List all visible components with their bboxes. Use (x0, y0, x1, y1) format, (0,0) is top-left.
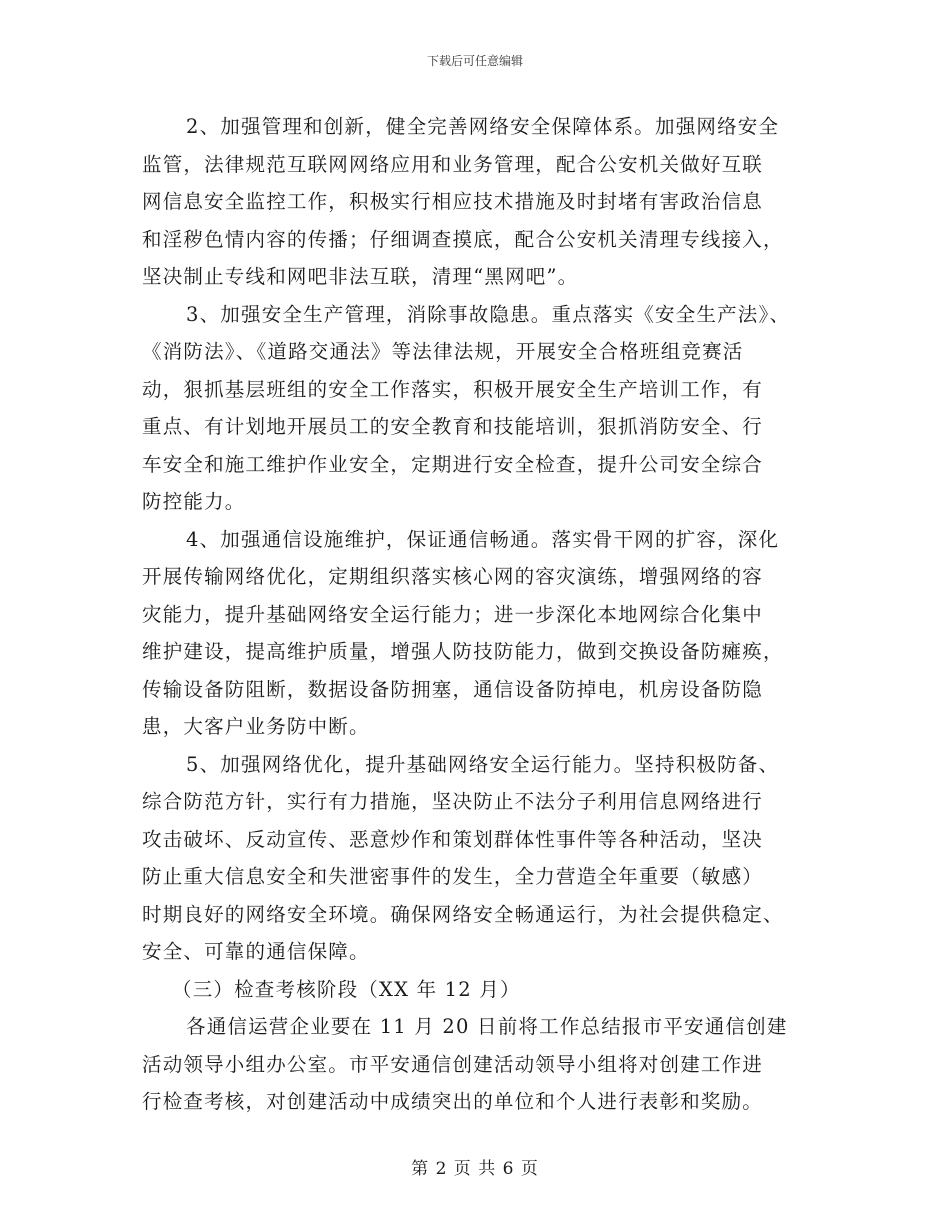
paragraph-2-line: 网信息安全监控工作，积极实行相应技术措施及时封堵有害政治信息 (142, 190, 764, 213)
paragraph-3-line: 3、加强安全生产管理，消除事故隐患。重点落实《安全生产法》、 (186, 302, 791, 326)
paragraph-4-line: 维护建设，提高维护质量，增强人防技防能力，做到交换设备防瘫痪， (142, 640, 784, 663)
paragraph-3-line: 车安全和施工维护作业安全，定期进行安全检查，提升公司安全综合 (142, 452, 764, 476)
document-body (142, 108, 822, 1121)
paragraph-4-line: 患，大客户业务防中断。 (142, 715, 370, 738)
paragraph-3-line: 动，狠抓基层班组的安全工作落实，积极开展安全生产培训工作，有 (142, 377, 764, 401)
paragraph-5-line: 综合防范方针，实行有力措施，坚决防止不法分子利用信息网络进行 (142, 790, 764, 813)
paragraph-5-line: 5、加强网络优化，提升基础网络安全运行能力。坚持积极防备、 (186, 752, 780, 776)
paragraph-3-line: 防控能力。 (142, 490, 246, 513)
final-paragraph-line: 行检查考核，对创建活动中成绩突出的单位和个人进行表彰和奖励。 (142, 1090, 764, 1113)
final-paragraph-line: 各通信运营企业要在 11 月 20 日前将工作总结报市平安通信创建 (186, 1015, 788, 1038)
paragraph-3-line: 重点、有计划地开展员工的安全教育和技能培训，狠抓消防安全、行 (142, 415, 764, 438)
paragraph-2-line: 和淫秽色情内容的传播；仔细调查摸底，配合公安机关清理专线接入， (142, 227, 784, 251)
paragraph-5-line: 攻击破坏、反动宣传、恶意炒作和策划群体性事件等各种活动，坚决 (142, 827, 764, 851)
paragraph-2-line: 监管，法律规范互联网网络应用和业务管理，配合公安机关做好互联 (142, 152, 764, 176)
paragraph-3-line: 《消防法》、《道路交通法》等法律法规，开展安全合格班组竞赛活 (142, 340, 744, 363)
paragraph-5-line: 防止重大信息安全和失泄密事件的发生，全力营造全年重要（敏感） (142, 865, 764, 888)
final-paragraph-line: 活动领导小组办公室。市平安通信创建活动领导小组将对创建工作进 (142, 1052, 764, 1076)
paragraph-5-line: 安全、可靠的通信保障。 (142, 940, 370, 963)
page-footer: 第 2 页 共 6 页 (411, 1159, 539, 1179)
paragraph-2-line: 2、加强管理和创新，健全完善网络安全保障体系。加强网络安全 (186, 115, 780, 138)
paragraph-4-line: 灾能力，提升基础网络安全运行能力；进一步深化本地网综合化集中 (142, 602, 764, 626)
paragraph-5-line: 时期良好的网络安全环境。确保网络安全畅通运行，为社会提供稳定、 (142, 902, 784, 926)
section-heading: （三）检查考核阶段（XX 年 12 月） (172, 977, 521, 1001)
paragraph-4-line: 4、加强通信设施维护，保证通信畅通。落实骨干网的扩容，深化 (186, 527, 780, 551)
page-header: 下载后可任意编辑 (426, 54, 523, 68)
paragraph-2-line: 坚决制止专线和网吧非法互联，清理“黑网吧”。 (142, 265, 579, 288)
paragraph-4-line: 开展传输网络优化，定期组织落实核心网的容灾演练，增强网络的容 (142, 565, 764, 588)
paragraph-4-line: 传输设备防阻断，数据设备防拥塞，通信设备防掉电，机房设备防隐 (142, 677, 764, 701)
